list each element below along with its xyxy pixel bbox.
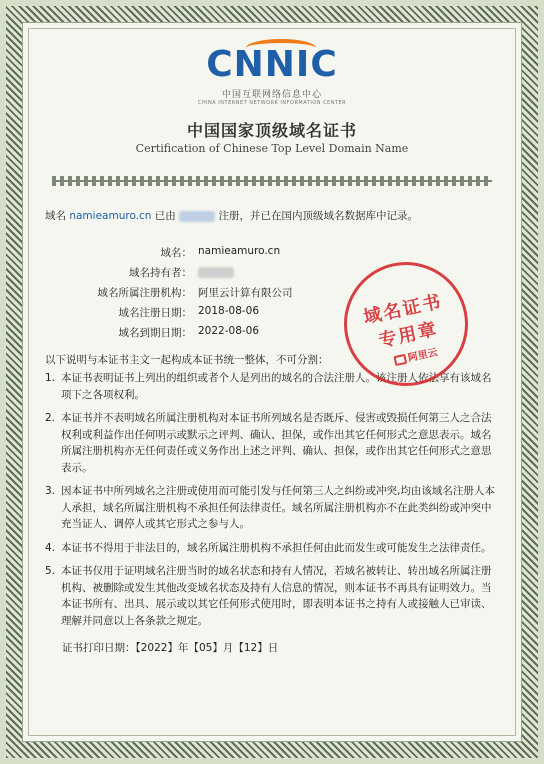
note-text: 本证书不得用于非法目的，域名所属注册机构不承担任何由此而发生或可能发生之法律责任。 [61, 541, 492, 554]
info-key: 域名到期日期： [118, 327, 192, 339]
info-value: 2018-08-06 [198, 305, 260, 317]
redacted-holder [198, 267, 234, 278]
note-item [45, 563, 500, 629]
notes-lead: 以下说明与本证书主文一起构成本证书统一整体，不可分割： [45, 354, 329, 366]
seal-logo-text: 阿里云 [407, 347, 439, 365]
intro-statement [45, 208, 418, 223]
certificate-subtitle: Certification of Chinese Top Level Domain Name [135, 142, 409, 155]
info-value [198, 266, 234, 278]
info-key: 域名： [160, 247, 192, 259]
ornament-divider [52, 176, 492, 186]
note-number: 5. [45, 565, 56, 577]
cnnic-logo-mark [206, 45, 338, 85]
info-value: namieamuro.cn [198, 245, 281, 257]
note-number: 2. [45, 412, 56, 424]
note-text: 本证书仅用于证明域名注册当时的域名状态和持有人情况，若域名被转让、转出域名所属注册机构、被删除或发生其他改变域名状态及持有人信息的情况，则本证书不再具有证明效力。当本证书所有、出具、展示或以其它任何形式使用时，即表明本证书之持有人或接触人已审读、理解并同意以上各条款之规定。 [61, 565, 492, 627]
logo-org-cn: 中国互联网络信息中心 [221, 90, 322, 100]
info-key: 域名持有者： [129, 267, 192, 279]
note-number: 1. [45, 372, 56, 384]
info-key: 域名注册日期： [118, 307, 192, 319]
seal-text-line: 域名证书 [361, 291, 445, 329]
logo-org-en: CHINA INTERNET NETWORK INFORMATION CENTER [197, 100, 347, 106]
intro-domain: namieamuro.cn [69, 210, 152, 222]
info-value: 阿里云计算有限公司 [198, 287, 293, 299]
notes-list [45, 370, 500, 636]
seal-text [342, 283, 468, 358]
note-item [45, 483, 500, 533]
note-number: 4. [45, 541, 56, 554]
intro-suffix: 注册，并已在国内顶级域名数据库中记录。 [215, 210, 418, 222]
aliyun-logo-icon [393, 354, 407, 366]
print-date: 证书打印日期：【2022】年【05】月【12】日 [62, 642, 279, 654]
intro-prefix: 域名 [45, 210, 70, 222]
info-value: 2022-08-06 [198, 325, 260, 337]
note-item [45, 540, 500, 557]
info-key: 域名所属注册机构： [97, 287, 192, 299]
note-item [45, 410, 500, 476]
logo-swoosh-icon [246, 39, 316, 57]
note-text: 本证书并不表明域名所属注册机构对本证书所列域名是否既斥、侵害或毁损任何第三人之合法权利或利益作出任何明示或默示之评判、确认、担保，或作出其它任何形式之意思表示。域名所属注册机构亦无任何责任或义务作出上述之评判、确认、担保，或作出其它任何形式之意思表示。 [61, 412, 492, 474]
intro-middle: 已由 [151, 210, 180, 222]
note-text: 因本证书中所列域名之注册或使用而可能引发与任何第三人之纠纷或冲突,均由该域名注册人本人承担，域名所属注册机构不承担任何法律责任。域名所属注册机构亦不在此类纠纷或冲突中充当证人、调停人或其它形式之参与人。 [61, 485, 495, 530]
logo-mark-text: CNNIC [206, 44, 338, 85]
cnnic-logo [0, 45, 544, 106]
note-number: 3. [45, 485, 56, 497]
redacted-registrant [179, 211, 215, 222]
certificate-title: 中国国家顶级域名证书 [186, 121, 357, 140]
note-text: 本证书表明证书上列出的组织或者个人是列出的域名的合法注册人。该注册人依法享有该域名项下之各项权利。 [61, 372, 492, 401]
seal-text-line: 专用章 [376, 318, 440, 352]
